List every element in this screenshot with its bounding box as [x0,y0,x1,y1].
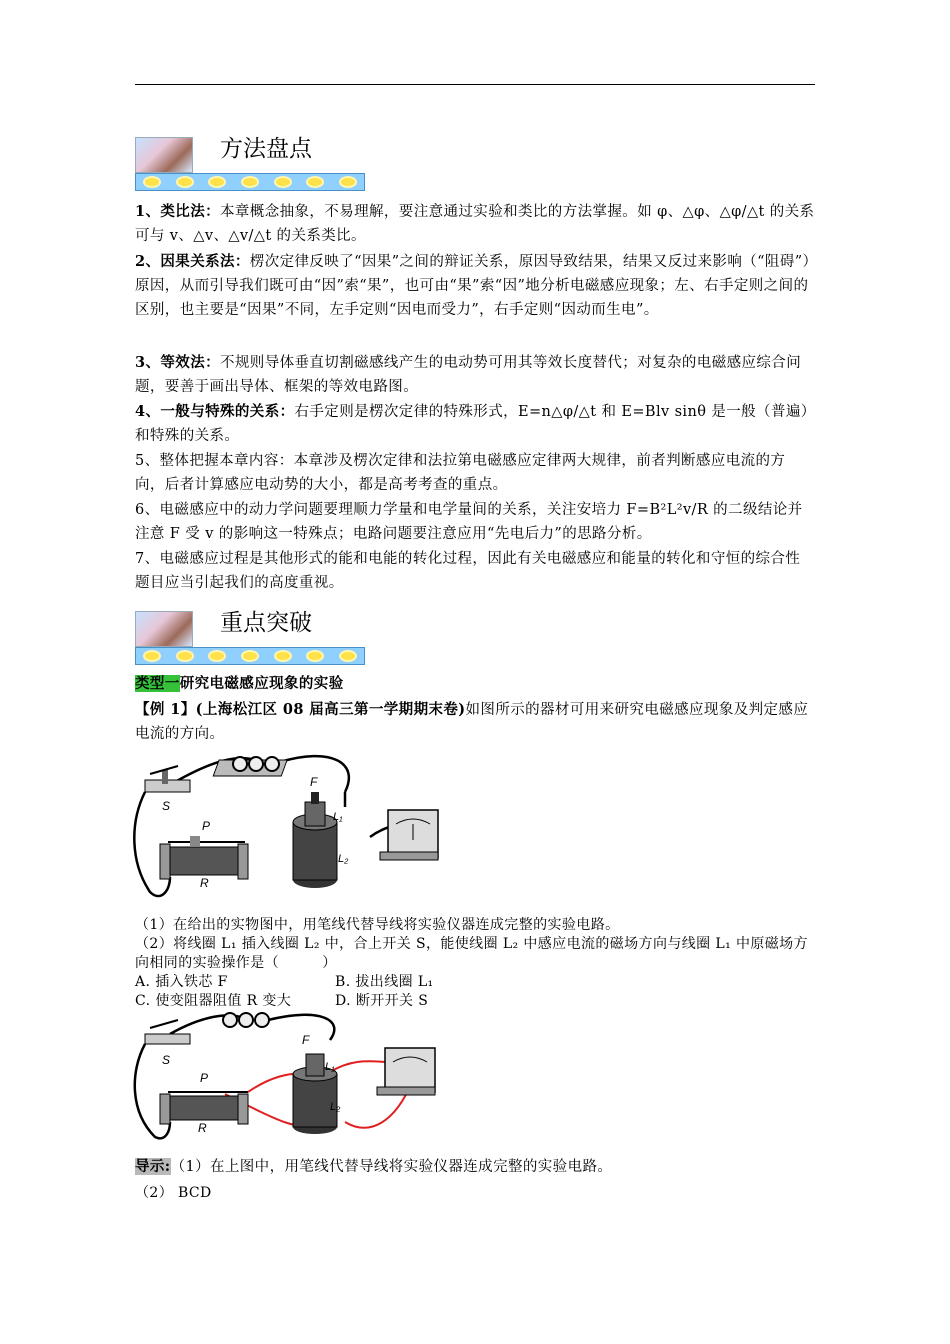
label-L1: L₁ [333,811,343,823]
battery [223,1013,269,1027]
galvanometer [380,810,438,860]
item-5: 5、整体把握本章内容：本章涉及楞次定律和法拉第电磁感应定律两大规律，前者判断感应电流的方向，后者计算感应电动势的大小，都是高考考查的重点。 [135,453,786,493]
galvanometer [377,1048,435,1095]
label-R: R [200,876,209,890]
item-4: 4、一般与特殊的关系：右手定则是楞次定律的特殊形式，E=n△φ/△t 和 E=Blv sinθ 是一般（普遍）和特殊的关系。 [135,403,809,444]
example-1: 【例 1】(上海松江区 08 届高三第一学期期末卷)如图所示的器材可用来研究电磁感应现象及判定感应电流的方向。 [135,701,809,742]
section-title-key-points: 重点突破 [220,610,312,636]
label-R: R [198,1121,207,1135]
question-2: （2）将线圈 L₁ 插入线圈 L₂ 中，合上开关 S，能使线圈 L₂ 中感应电流的磁场方向与线圈 L₁ 中原磁场方向相同的实验操作是（ ） [135,936,808,971]
item-7: 7、电磁感应过程是其他形式的能和电能的转化过程，因此有关电磁感应和能量的转化和守恒的综合性题目应当引起我们的高度重视。 [135,551,801,591]
item-2: 2、因果关系法：楞次定律反映了“因果”之间的辩证关系，原因导致结果，结果又反过来影响（“阻碍”）原因，从而引导我们既可由“因”索“果”，也可由“果”索“因”地分析电磁感应现象；左、右手定则之间的区别，也主要是“因果”不同，左手定则“因电而受力”，右手定则“因动而生电”。 [135,253,811,318]
coil-assembly [293,792,337,888]
rheostat [160,836,248,879]
item-1: 1、类比法：本章概念抽象，不易理解，要注意通过实验和类比的方法掌握。如 φ、△φ、△φ/△t 的关系可与 v、△v、△v/△t 的关系类比。 [135,203,815,244]
label-F: F [310,775,318,789]
type-heading: 类型一研究电磁感应现象的实验 [135,675,344,692]
header-rule [135,84,815,85]
label-F: F [302,1033,310,1047]
rheostat [160,1092,248,1124]
switch-S [145,1020,190,1044]
label-S: S [162,799,171,813]
battery [213,757,287,776]
switch-S [145,766,190,792]
label-S: S [162,1053,171,1067]
label-P: P [202,819,211,833]
section-title-methods: 方法盘点 [220,136,312,162]
guide-line-1: 导示:（1）在上图中，用笔线代替导线将实验仪器连成完整的实验电路。 [135,1158,613,1175]
apparatus-figure-answer [130,1012,450,1142]
label-L1: L₁ [325,1061,335,1073]
apparatus-figure [130,752,450,902]
label-L2: L₂ [338,853,349,865]
label-P: P [200,1071,209,1085]
options-row-2: C. 使变阻器阻值 R 变大 D. 断开开关 S [135,993,429,1009]
item-3: 3、等效法：不规则导体垂直切割磁感线产生的电动势可用其等效长度替代；对复杂的电磁感应综合问题，要善于画出导体、框架的等效电路图。 [135,354,802,395]
label-L2: L₂ [330,1101,341,1113]
options-row-1: A. 插入铁芯 F B. 拔出线圈 L₁ [135,974,434,990]
red-wire [330,1061,388,1072]
question-1: （1）在给出的实物图中，用笔线代替导线将实验仪器连成完整的实验电路。 [135,917,620,933]
guide-line-2: （2） BCD [135,1185,212,1201]
item-6: 6、电磁感应中的动力学问题要理顺力学量和电学量间的关系，关注安培力 F=B²L²v/R 的二级结论并注意 F 受 v 的影响这一特殊点；电路问题要注意应用“先电后力”的思路分析。 [135,502,803,542]
